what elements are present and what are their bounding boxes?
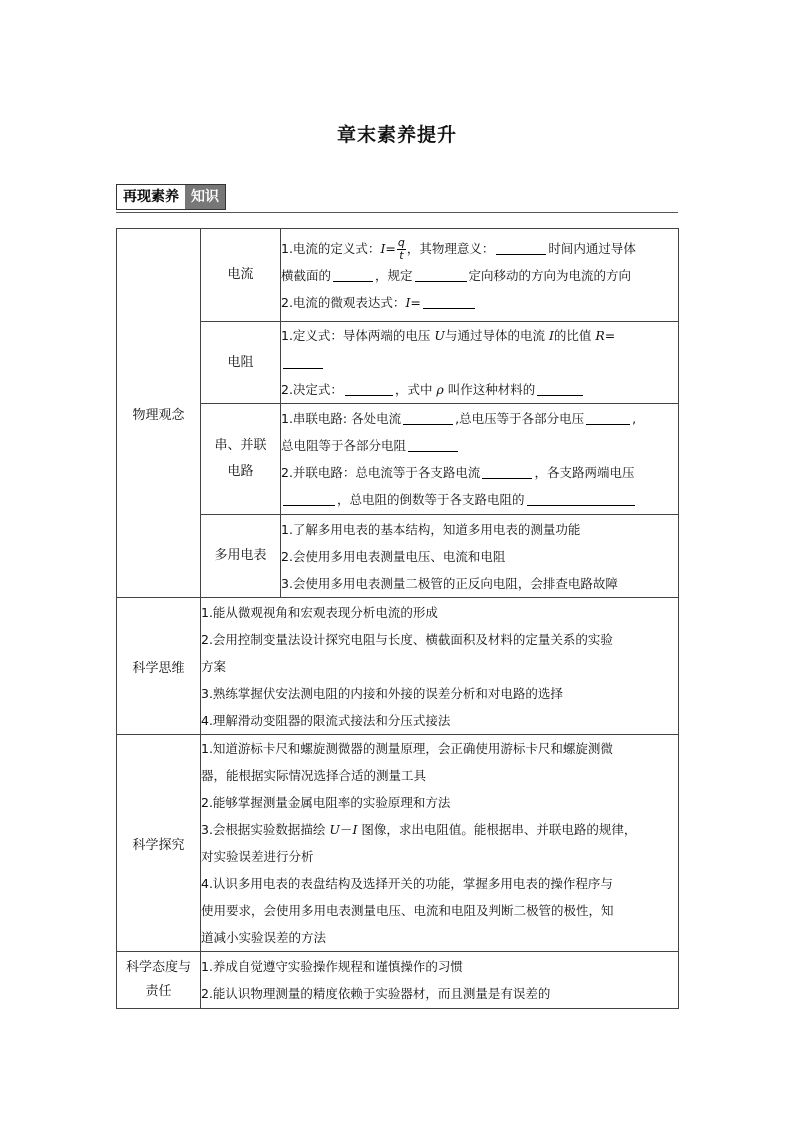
category-physics-concept: 物理观念 — [117, 229, 201, 598]
list-item: 2.能够掌握测量金属电阻率的实验原理和方法 — [201, 795, 451, 810]
table-row — [117, 515, 679, 598]
list-item: 2.会用控制变量法设计探究电阻与长度、横截面积及材料的定量关系的实验 — [201, 631, 613, 647]
list-item: 方案 — [201, 658, 227, 674]
section-banner — [116, 184, 226, 210]
fraction-q-over-t: $\frac{q}{t}$ — [397, 235, 405, 262]
category-scientific-thinking: 科学思维 — [117, 598, 201, 735]
list-item: 4.理解滑动变阻器的限流式接法和分压式接法 — [201, 712, 451, 728]
subcategory-resistance: 电阻 — [201, 322, 281, 404]
banner-label-main: 再现素养 — [117, 185, 185, 209]
fill-blank[interactable] — [403, 410, 453, 425]
list-item: 1.了解多用电表的基本结构，知道多用电表的测量功能 — [281, 521, 581, 537]
list-item: 道减小实验误差的方法 — [201, 930, 327, 945]
banner-divider — [116, 212, 678, 213]
circuits-content: 1.串联电路: 各处电流 ,总电压等于各部分电压 , 总电阻等于各部分电阻 2.并联电路：总电流等于各支路电流 ，各支路两端电压 ，总电阻的倒数等于各支路电阻的 — [281, 404, 679, 515]
list-item: 对实验误差进行分析 — [201, 849, 314, 864]
subcategory-circuits: 串、并联 电路 — [201, 404, 281, 515]
scientific-inquiry-content — [201, 735, 679, 952]
fill-blank[interactable] — [496, 240, 546, 255]
fill-blank[interactable] — [537, 381, 583, 396]
page-title: 章末素养提升 — [336, 124, 457, 146]
fill-blank[interactable] — [283, 491, 335, 506]
fill-blank[interactable] — [482, 464, 532, 479]
table-row — [117, 404, 679, 515]
table-row — [117, 322, 679, 404]
list-item: 3.会使用多用电表测量二极管的正反向电阻，会排查电路故障 — [281, 575, 618, 591]
attitude-content — [201, 952, 679, 1009]
list-item: 使用要求，会使用多用电表测量电压、电流和电阻及判断二极管的极性，知 — [201, 903, 614, 918]
list-item: 3.会根据实验数据描绘 U－I 图像，求出电阻值。能根据串、并联电路的规律， — [201, 822, 637, 837]
fill-blank[interactable] — [345, 381, 393, 396]
fill-blank[interactable] — [408, 437, 458, 452]
table-row — [117, 735, 679, 952]
list-item: 1.养成自觉遵守实验操作规程和谨慎操作的习惯 — [201, 959, 463, 974]
subcategory-current: 电流 — [201, 229, 281, 322]
subcategory-multimeter: 多用电表 — [201, 515, 281, 598]
scientific-thinking-content — [201, 598, 679, 735]
list-item: 4.认识多用电表的表盘结构及选择开关的功能，掌握多用电表的操作程序与 — [201, 876, 613, 891]
literacy-table — [116, 228, 679, 1009]
table-row — [117, 229, 679, 322]
fill-blank[interactable] — [527, 491, 635, 506]
list-item: 3.熟练掌握伏安法测电阻的内接和外接的误差分析和对电路的选择 — [201, 685, 563, 701]
list-item: 1.知道游标卡尺和螺旋测微器的测量原理，会正确使用游标卡尺和螺旋测微 — [201, 741, 613, 756]
fill-blank[interactable] — [283, 354, 323, 369]
table-row — [117, 952, 679, 1009]
list-item: 1.能从微观视角和宏观表现分析电流的形成 — [201, 604, 438, 620]
multimeter-content — [281, 515, 679, 598]
category-scientific-inquiry: 科学探究 — [117, 735, 201, 952]
category-attitude: 科学态度与 责任 — [117, 952, 201, 1009]
table-row — [117, 598, 679, 735]
list-item: 器，能根据实际情况选择合适的测量工具 — [201, 768, 427, 783]
fill-blank[interactable] — [423, 294, 475, 309]
banner-label-tag: 知识 — [185, 185, 225, 209]
fill-blank[interactable] — [415, 267, 467, 282]
current-content: 1.电流的定义式：I= $\frac{q}{t}$ ，其物理意义： 时间内通过导体 横截面的 ，规定 定向移动的方向为电流的方向 2.电流的微观表达式：I= — [281, 229, 679, 322]
list-item: 2.能认识物理测量的精度依赖于实验器材，而且测量是有误差的 — [201, 986, 551, 1001]
fill-blank[interactable] — [586, 410, 630, 425]
list-item: 2.会使用多用电表测量电压、电流和电阻 — [281, 548, 506, 564]
fill-blank[interactable] — [333, 267, 373, 282]
resistance-content: 1.定义式：导体两端的电压 U与通过导体的电流 I的比值 R= 2.决定式： ，式中 ρ 叫作这种材料的 — [281, 322, 679, 404]
